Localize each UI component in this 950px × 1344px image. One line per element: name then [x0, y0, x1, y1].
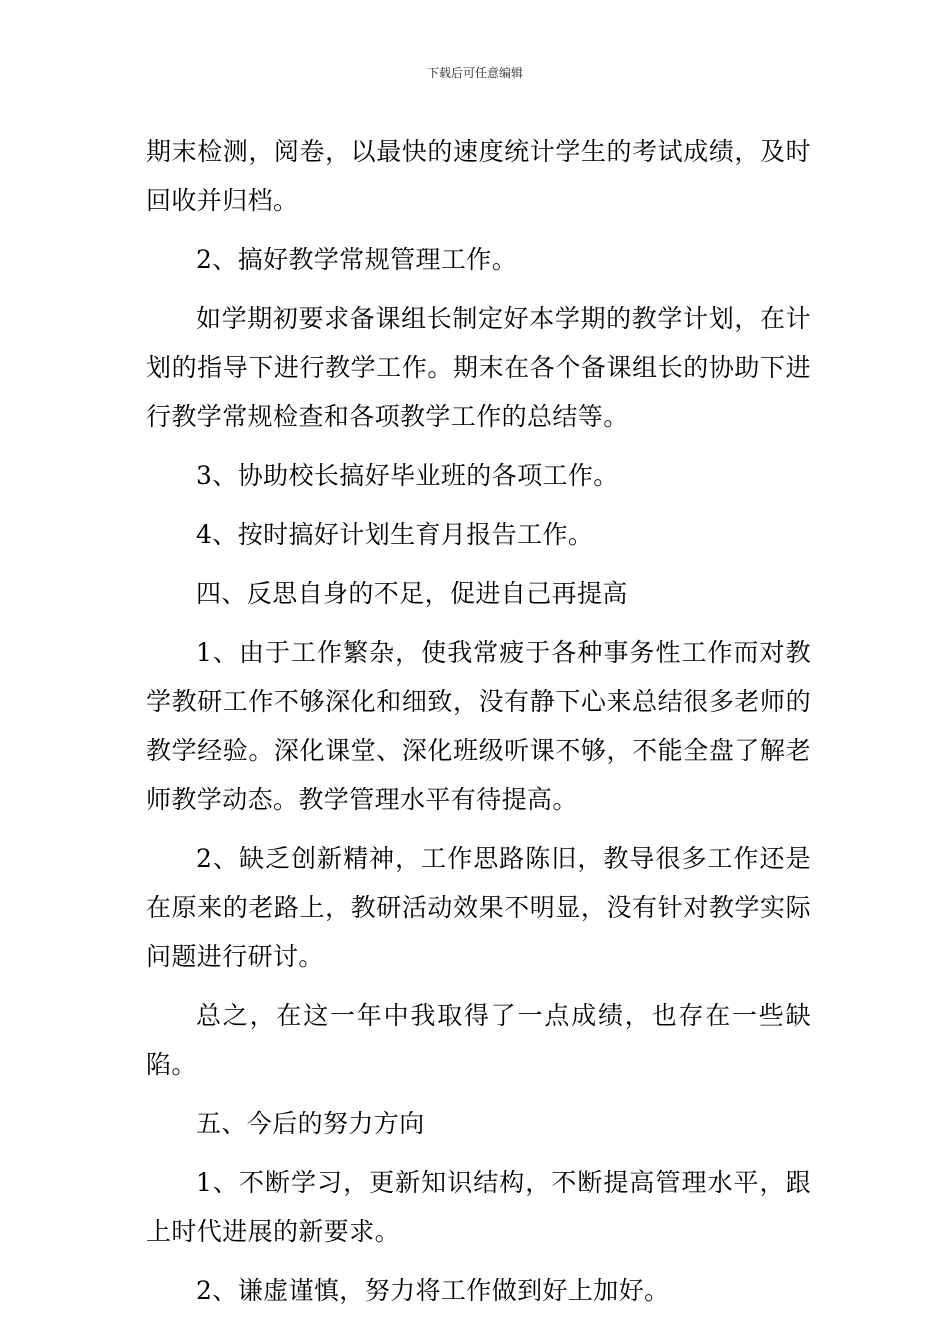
paragraph-11: 1、不断学习，更新知识结构，不断提高管理水平，跟上时代进展的新要求。 — [146, 1168, 811, 1246]
paragraph-3: 如学期初要求备课组长制定好本学期的教学计划，在计划的指导下进行教学工作。期末在各个备课组长的协助下进行教学常规检查和各项教学工作的总结等。 — [146, 304, 811, 431]
page-header: 下载后可任意编辑 — [426, 66, 523, 80]
paragraph-1: 期末检测，阅卷，以最快的速度统计学生的考试成绩，及时回收并归档。 — [146, 137, 811, 215]
paragraph-8: 2、缺乏创新精神，工作思路陈旧，教导很多工作还是在原来的老路上，教研活动效果不明显，没有针对教学实际问题进行研讨。 — [146, 844, 811, 971]
section-heading-5: 五、今后的努力方向 — [196, 1109, 425, 1138]
paragraph-9: 总之，在这一年中我取得了一点成绩，也存在一些缺陷。 — [146, 1001, 811, 1079]
document-body — [146, 127, 811, 1325]
paragraph-12: 2、谦虚谨慎，努力将工作做到好上加好。 — [196, 1276, 670, 1305]
section-heading-4: 四、反思自身的不足，促进自己再提高 — [196, 579, 628, 608]
paragraph-2: 2、搞好教学常规管理工作。 — [196, 245, 518, 274]
paragraph-7: 1、由于工作繁杂，使我常疲于各种事务性工作而对教学教研工作不够深化和细致，没有静下心来总结很多老师的教学经验。深化课堂、深化班级听课不够，不能全盘了解老师教学动态。教学管理水平有待提高。 — [146, 638, 811, 814]
paragraph-5: 4、按时搞好计划生育月报告工作。 — [196, 520, 594, 549]
paragraph-4: 3、协助校长搞好毕业班的各项工作。 — [196, 461, 619, 490]
